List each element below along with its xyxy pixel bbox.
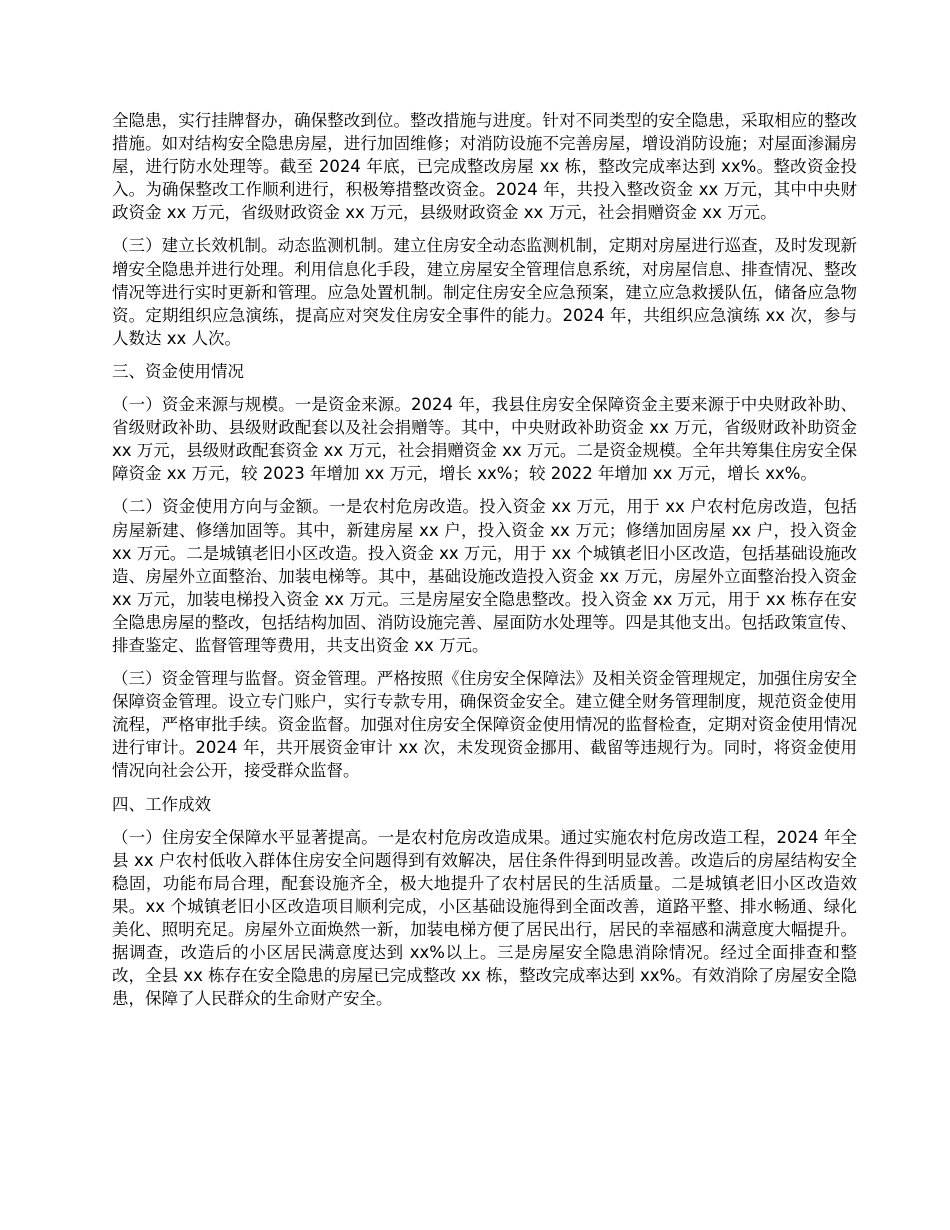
section-heading-achievements: 四、工作成效 [112,794,211,814]
paragraph-fund-allocation: （二）资金使用方向与金额。一是农村危房改造。投入资金 xx 万元，用于 xx 户农村危房改造，包括房屋新建、修缮加固等。其中，新建房屋 xx 户，投入资金 xx 万元；修缮加固房屋 xx 户，投入资金 xx 万元。二是城镇老旧小区改造。投入资金 xx 万元，用于 xx 个城镇老旧小区改造，包括基础设施改造、房屋外立面整治、加装电梯等。其中，基础设施改造投入资金 xx 万元，房屋外立面整治投入资金 xx 万元，加装电梯投入资金 xx 万元。三是房屋安全隐患整改。投入资金 xx 万元，用于 xx 栋存在安全隐患房屋的整改，包括结构加固、消防设施完善、屋面防水处理等。四是其他支出。包括政策宣传、排查鉴定、监督管理等费用，共支出资金 xx 万元。 [112,497,857,655]
paragraph-fund-sources: （一）资金来源与规模。一是资金来源。2024 年，我县住房安全保障资金主要来源于中央财政补助、省级财政补助、县级财政配套以及社会捐赠等。其中，中央财政补助资金 xx 万元，省级财政补助资金 xx 万元，县级财政配套资金 xx 万元，社会捐赠资金 xx 万元。二是资金规模。全年共筹集住房安全保障资金 xx 万元，较 2023 年增加 xx 万元，增长 xx%；较 2022 年增加 xx 万元，增长 xx%。 [112,395,857,484]
paragraph-fund-supervision: （三）资金管理与监督。资金管理。严格按照《住房安全保障法》及相关资金管理规定，加强住房安全保障资金管理。设立专门账户，实行专款专用，确保资金安全。建立健全财务管理制度，规范资金使用流程，严格审批手续。资金监督。加强对住房安全保障资金使用情况的监督检查，定期对资金使用情况进行审计。2024 年，共开展资金审计 xx 次，未发现资金挪用、截留等违规行为。同时，将资金使用情况向社会公开，接受群众监督。 [112,669,857,781]
section-heading-fund-usage: 三、资金使用情况 [112,361,244,381]
paragraph-housing-safety-improvement: （一）住房安全保障水平显著提高。一是农村危房改造成果。通过实施农村危房改造工程，2024 年全县 xx 户农村低收入群体住房安全问题得到有效解决，居住条件得到明显改善。改造后的房屋结构安全稳固，功能布局合理，配套设施齐全，极大地提升了农村居民的生活质量。二是城镇老旧小区改造效果。xx 个城镇老旧小区改造项目顺利完成，小区基础设施得到全面改善，道路平整、排水畅通、绿化美化、照明充足。房屋外立面焕然一新，加装电梯方便了居民出行，居民的幸福感和满意度大幅提升。据调查，改造后的小区居民满意度达到 xx%以上。三是房屋安全隐患消除情况。经过全面排查和整改，全县 xx 栋存在安全隐患的房屋已完成整改 xx 栋，整改完成率达到 xx%。有效消除了房屋安全隐患，保障了人民群众的生命财产安全。 [112,827,857,1009]
paragraph-long-term-mechanism: （三）建立长效机制。动态监测机制。建立住房安全动态监测机制，定期对房屋进行巡查，及时发现新增安全隐患并进行处理。利用信息化手段，建立房屋安全管理信息系统，对房屋信息、排查情况、整改情况等进行实时更新和管理。应急处置机制。制定住房安全应急预案，建立应急救援队伍，储备应急物资。定期组织应急演练，提高应对突发住房安全事件的能力。2024 年，共组织应急演练 xx 次，参与人数达 xx 人次。 [112,236,857,348]
paragraph-rectification-progress: 全隐患，实行挂牌督办，确保整改到位。整改措施与进度。针对不同类型的安全隐患，采取相应的整改措施。如对结构安全隐患房屋，进行加固维修；对消防设施不完善房屋，增设消防设施；对屋面渗漏房屋，进行防水处理等。截至 2024 年底，已完成整改房屋 xx 栋，整改完成率达到 xx%。整改资金投入。为确保整改工作顺利进行，积极筹措整改资金。2024 年，共投入整改资金 xx 万元，其中中央财政资金 xx 万元，省级财政资金 xx 万元，县级财政资金 xx 万元，社会捐赠资金 xx 万元。 [112,111,857,223]
document-page [112,109,857,1020]
